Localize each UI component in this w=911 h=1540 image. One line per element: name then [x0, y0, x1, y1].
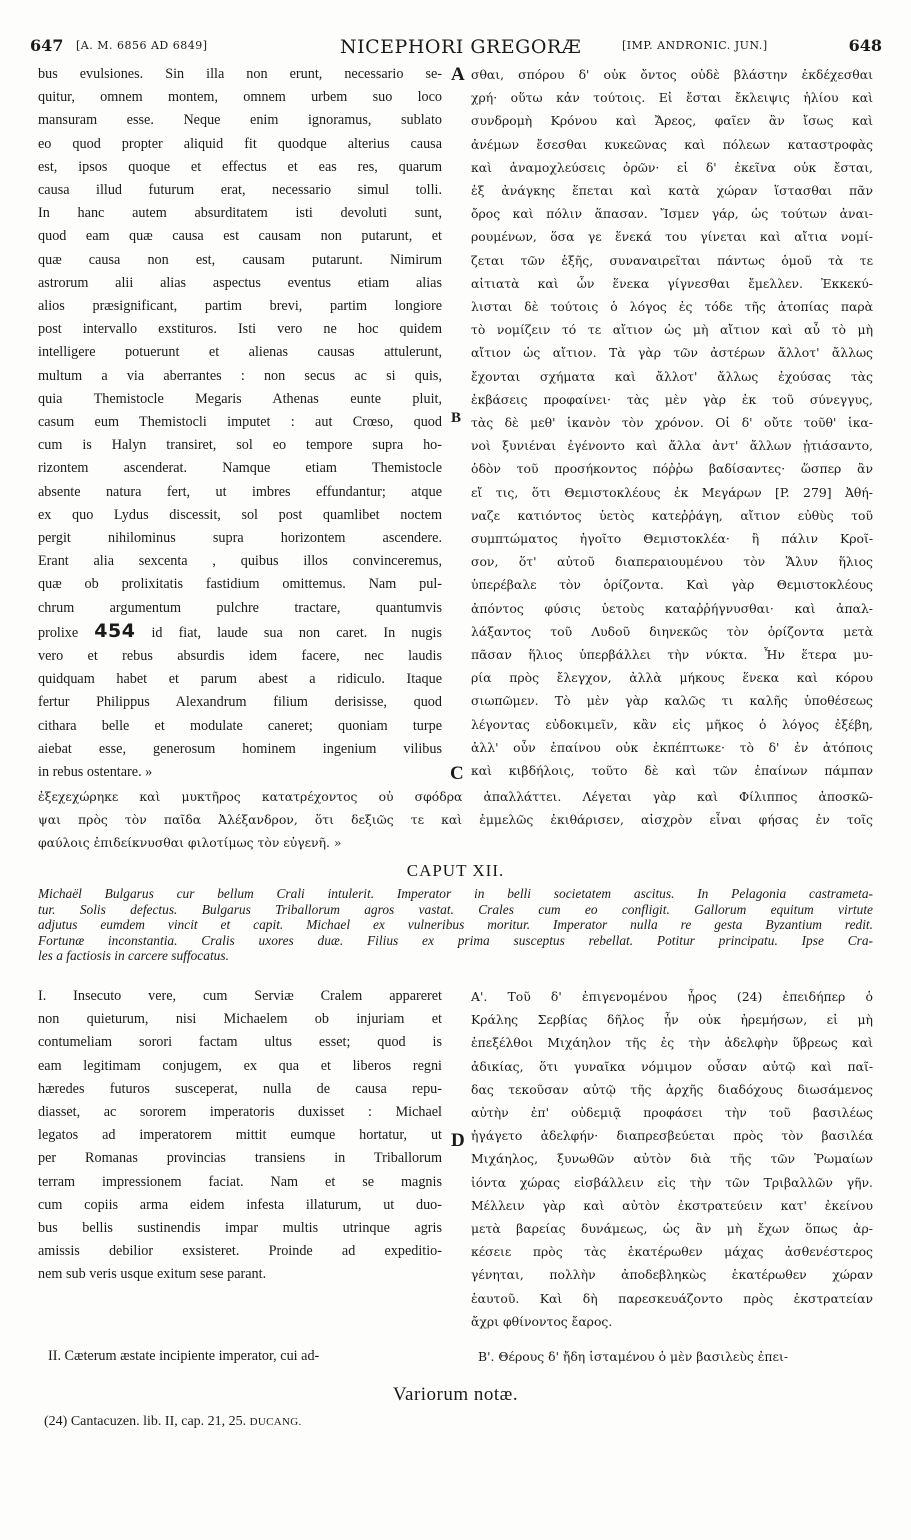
- greek-column-section-2: [478, 1345, 873, 1368]
- text-line: ἄχρι φθίνοντος ἔαρος.: [471, 1313, 613, 1329]
- text-line: χρή· οὕτω κἀν τούτοις. Εἰ ἔσται ἔκλειψις ἡλίου καὶ: [471, 90, 873, 106]
- latin-column-section-2: [48, 1345, 442, 1368]
- summary-line: les a factiosis in carcere suffocatus.: [38, 948, 229, 964]
- text-line: συνδρομὴ Κρόνου καὶ Ἄρεος, φαῖεν ἂν ἴσως καὶ: [471, 113, 873, 129]
- text-line: pergit nihilominus supra horizontem ascendere.: [38, 530, 442, 547]
- text-line: κέσειε πρὸς τὰς ἑκατέρωθεν μάχας ἀσθενέστερος: [471, 1244, 873, 1260]
- page-number-right: 648: [848, 36, 882, 55]
- text-line: quitur, omnem montem, omnem urbem suo loco: [38, 89, 442, 106]
- text-line: per Romanas provincias transiens in Triballorum: [38, 1150, 442, 1167]
- latin-column-top: [38, 63, 442, 784]
- text-line: συμπτώματος ἡγοῖτο Θεμιστοκλέα· ἢ πάλιν Κροῖ-: [471, 531, 873, 547]
- text-line: fertur Philippus Alexandrum filium derisisse, quod: [38, 694, 442, 711]
- text-line: bus bellis sustinendis impar multis utrinque agris: [38, 1220, 442, 1237]
- text-line: πᾶσαν ἥλιος ὑπερβάλλει τὴν νύκτα. Ἦν ἕτερα μυ-: [471, 647, 873, 663]
- text-line: Μέλλειν γὰρ καὶ αὐτὸν ἐκστρατεύειν κατ' ἐκείνου: [471, 1197, 873, 1213]
- text-line: aiebat esse, generosum hominem ingenium vilibus: [38, 740, 442, 757]
- summary-line: Michaël Bulgarus cur bellum Crali intulerit. Imperator in belli societatem ascitus. In Pelagonia castrameta-: [38, 886, 873, 901]
- margin-letter-d: D: [451, 1130, 465, 1151]
- text-line: cum copiis arma eidem infesta illaturum, ut duo-: [38, 1196, 442, 1213]
- text-line: quia Themistocle Megaris Athenas eunte pluit,: [38, 390, 442, 407]
- text-line: ἐπεξέλθοι Μιχάηλον τῆς ἐς τὴν ἀδελφὴν ὕβρεως καὶ: [471, 1035, 873, 1051]
- text-line: ἰόντα χώρας εἰσβάλλειν εἰς τὴν τῶν Τριβαλλῶν γῆν.: [471, 1174, 873, 1190]
- text-line: cithara belle et modulate caneret; quoniam turpe: [38, 717, 442, 734]
- text-line: λάξαντος τοῦ Λυδοῦ διηνεκῶς τὸν ὁρίζοντα μετὰ: [471, 623, 873, 639]
- text-line: diasset, ac sororem imperatoris duxisset : Michael: [38, 1104, 442, 1121]
- text-line: σθαι, σπόρου δ' οὐκ ὄντος οὐδὲ βλάστην ἐκδέχεσθαι: [471, 67, 873, 82]
- greek-full-width-block: [38, 785, 873, 855]
- text-line: rizontem ascenderat. Namque etiam Themistocle: [38, 460, 442, 477]
- text-line: chrum argumentum pulchre tractare, quantumvis: [38, 599, 442, 616]
- text-line: Κράλης Σερβίας δῆλος ἦν οὐκ ἠρεμήσων, εἰ μὴ: [471, 1012, 873, 1028]
- text-line: II. Cæterum æstate incipiente imperator, cui ad-: [48, 1348, 320, 1364]
- summary-line: Fortunæ inconstantia. Cralis uxores duæ. Filius ex prima susceptus rebellat. Potitur principatu. Ipse Cra-: [38, 932, 873, 948]
- text-line: ὁδὸν τοῦ προσήκοντος πόῤῥω βαδίσαντες· ὥσπερ ἂν: [471, 461, 873, 477]
- greek-column-section-1: [471, 985, 873, 1333]
- text-line: quidquam habet et parum abest a ridiculo. Itaque: [38, 671, 442, 688]
- text-line: est, ipsos quoque et effectus et eas res, quarum: [38, 158, 442, 175]
- text-line: I. Insecuto vere, cum Serviæ Cralem appareret: [38, 988, 442, 1004]
- text-line-with-page-number: [38, 620, 442, 645]
- text-line: δας τεκοῦσαν αὐτῷ τῆς ἀρχῆς διαδόχους διωσάμενος: [471, 1081, 873, 1097]
- text-line: mansuram esse. Neque enim ignoramus, sublato: [38, 112, 442, 129]
- chapter-heading: CAPUT XII.: [406, 861, 505, 880]
- text-line: ἐξ ἀνάγκης ἕπεται καὶ κατὰ χώραν ἵστασθαι πᾶν: [471, 183, 873, 199]
- summary-line: adjutus eumdem vincit et capit. Michael ex vulneribus moritur. Imperator nulla re gesta Byzantium redit.: [38, 917, 873, 933]
- text-line: eo quod propter aliquid fit quodque alterius causa: [38, 135, 442, 152]
- greek-column-top: [471, 63, 873, 782]
- text-line: ψαι πρὸς τὸν παῖδα Ἀλέξανδρον, ὅτι δεξιῶς τε καὶ ἐμμελῶς ἐκιθάρισεν, αἰσχρὸν εἶναι φήσας ἐν τοῖς: [38, 812, 873, 828]
- text-line: legatos ad imperatorem mittit eumque hortatur, ut: [38, 1127, 442, 1144]
- text-line: alios præsignificant, partim brevi, partim longiore: [38, 298, 442, 315]
- text-line: εἴ τις, ὅτι Θεμιστοκλέους ἐκ Μεγάρων [P. 279] Ἀθή-: [471, 484, 873, 500]
- notes-heading: Variorum notæ.: [392, 1384, 519, 1405]
- text-line: ἑαυτοῦ. Καὶ δὴ παρεσκευάζοντο πρὸς ἐκστρατείαν: [471, 1290, 873, 1306]
- margin-letter-c: C: [450, 763, 464, 784]
- running-header: [30, 36, 882, 62]
- date-right: [IMP. ANDRONIC. JUN.]: [622, 39, 768, 52]
- text-line: ὑπερέβαλε τὸν ὁρίζοντα. Καὶ γὰρ Θεμιστοκλέους: [471, 577, 873, 593]
- text-line: ex quo Lydus discessit, sol post quamlibet noctem: [38, 506, 442, 523]
- text-line: νοὶ ξυνιέναι ἐγένοντο καὶ ἄλλα ἀντ' ἄλλων ᾐτιάσαντο,: [471, 438, 873, 454]
- text-line: astrorum alii alias aspectus eventus etiam alias: [38, 274, 442, 291]
- text-line: non quieturum, nisi Michaelem ob injuriam et: [38, 1011, 442, 1028]
- text-line: ἀλλ' οὖν ἐπαίνου οὐκ ἐκπέπτωκε· τὸ δ' ἐν ἀτόποις: [471, 739, 873, 755]
- text-line: In hanc autem absurditatem isti devoluti sunt,: [38, 205, 442, 222]
- text-line: καὶ ἀναμοχλεύσεις ὀρῶν· εἰ δ' ἐκεῖνα οὐκ ἔσται,: [471, 159, 873, 175]
- date-left: [A. M. 6856 AD 6849]: [76, 39, 208, 52]
- text-line: amissis debilior exsisteret. Proinde ad expeditio-: [38, 1243, 442, 1260]
- text-line: quæ ob prolixitatis fastidium omittemus. Nam pul-: [38, 576, 442, 593]
- text-line: τὰς δὲ μεθ' ἱκανὸν τὸν χρόνον. Οἱ δ' οὔτε τοῦθ' ἱκα-: [471, 415, 873, 431]
- text-line: ἠγάγετο ἀδελφήν· διαπρεσβεύεται πρὸς τὸν βασιλέα: [471, 1128, 873, 1144]
- text-line: ρουμένων, ὅσα γε ἕνεκά του γίνεται καὶ αἴτια νομί-: [471, 229, 873, 245]
- footnote-author: DUCANG.: [249, 1416, 302, 1428]
- text-line: ναζε κατιόντος ὑετὸς κατεῤῥάγη, αἴτιον εὐθὺς τοῦ: [471, 507, 873, 523]
- text-line: quæ causa non est, causam putarunt. Nimirum: [38, 251, 442, 268]
- text-line: αἰτιατὰ καὶ ὧν ἕνεκα γίγνεσθαι ἔμελλεν. Ἐκκεκύ-: [471, 275, 873, 291]
- text-line: ἐξεχεχώρηκε καὶ μυκτῆρος κατατρέχοντος οὐ σφόδρα ἀπαλλάττει. Λέγεται γὰρ καὶ Φίλιππος ἀποσκῶ-: [38, 789, 873, 804]
- text-line: in rebus ostentare. »: [38, 764, 153, 781]
- text-line: γένηται, πολλὴν ἀποδεβληκὼς ἑκατέρωθεν χώραν: [471, 1267, 873, 1283]
- text-line: intelligere potuerunt et alienas causas attulerunt,: [38, 344, 442, 361]
- text-line: Μιχάηλος, ξυνωθῶν αὐτὸν διὰ τῆς τῶν Ῥωμαίων: [471, 1151, 873, 1167]
- text-line: ἐκβάσεις προφαίνει· τὰς μὲν γὰρ ἐκ τοῦ σύνεγγυς,: [471, 391, 873, 407]
- margin-letter-a: A: [451, 64, 465, 85]
- footnote: [44, 1414, 864, 1430]
- text-line: multum a via aberrantes : non secus ac si quis,: [38, 367, 442, 384]
- text-line: casum eum Themistocli imputet : aut Crœso, quod: [38, 414, 442, 431]
- text-line: terram impressionem faciat. Nam et se magnis: [38, 1173, 442, 1190]
- text-line: vero et rebus absurdis idem facere, nec laudis: [38, 648, 442, 665]
- margin-letter-b: B: [451, 410, 462, 426]
- text-line: post intervallo exstituros. Isti vero ne hoc quidem: [38, 321, 442, 338]
- text-line: ρία πρὸς ἔλεγχον, ἀλλὰ μήκους ἕνεκα καὶ κόρου: [471, 670, 873, 686]
- text-line: contumeliam sorori factam ultus esset; quod is: [38, 1034, 442, 1051]
- text-line: μετὰ βαρείας δυνάμεως, ὡς ἂν μὴ ἔχων ὅπως ἀρ-: [471, 1221, 873, 1237]
- text-fragment: prolixe: [38, 624, 79, 641]
- running-title: NICEPHORI GREGORÆ: [340, 36, 582, 58]
- text-line: ἔχονται σχήματα καὶ ἄλλοτ' ἄλλως ἐχούσας τὰς: [471, 368, 873, 384]
- text-line: nem sub veris usque exitum sese parant.: [38, 1266, 267, 1283]
- text-line: φαύλοις ἐπιδείκνυσθαι φιλοτίμως τὸν εὐγενῆ. »: [38, 835, 342, 851]
- text-line: αἴτιον ὡς αἴτιον. Τὰ γὰρ τῶν ἀστέρων ἄλλοτ' ἄλλως: [471, 345, 873, 361]
- text-line: hæredes futuros susceperat, nulla de causa repu-: [38, 1080, 442, 1097]
- text-line: eam legitimam conjugem, ex qua et liberos regni: [38, 1057, 442, 1074]
- text-line: causa illud futurum erat, necessario simul tolli.: [38, 182, 442, 199]
- text-line: ζεται τῶν ἑξῆς, συναναιρεῖται πάντως ὁμοῦ τὰ τε: [471, 252, 873, 268]
- text-line: quod eam quæ causa est causam non putarunt, et: [38, 228, 442, 245]
- text-line: Α'. Τοῦ δ' ἐπιγενομένου ἦρος (24) ἐπειδήπερ ὁ: [471, 989, 873, 1004]
- text-line: ἀπόντος φύσις ὑετοὺς καταῤῥήγνυσθαι· καὶ ἀπαλ-: [471, 600, 873, 616]
- text-line: αὐτὴν ἐπ' οὐδεμιᾷ προφάσει τὴν τοῦ βασιλέως: [471, 1105, 873, 1121]
- text-line: Erant alia sexcenta , quibus illos convinceremus,: [38, 553, 442, 570]
- text-line: Β'. Θέρους δ' ἤδη ἱσταμένου ὁ μὲν βασιλεὺς ἐπει-: [478, 1349, 789, 1364]
- text-line: ἀδικίας, ὅτι γυναῖκα νόμιμον οὖσαν αὐτῷ καὶ παῖ-: [471, 1058, 873, 1074]
- text-line: καὶ κιβδήλοις, τοῦτο δὲ καὶ τῶν ἐπαίνων πάμπαν: [471, 763, 873, 779]
- text-line: τὸ νομίζειν τό τε αἴτιον ὡς μὴ αἴτιον καὶ αὖ τὸ μὴ: [471, 322, 873, 338]
- latin-column-section-1: [38, 985, 442, 1287]
- text-fragment: id fiat, laude sua non caret. In nugis: [151, 624, 442, 641]
- text-line: cum is Halyn transiret, sol eo tempore supra ho-: [38, 437, 442, 454]
- text-line: σιωπῶμεν. Τὸ μὲν γὰρ καλῶς τι καλῆς ὑποθέσεως: [471, 693, 873, 709]
- text-line: bus evulsiones. Sin illa non erunt, necessario se-: [38, 66, 442, 82]
- text-line: λισται δὲ τούτοις ὁ λόγος ἐς τόδε τῆς ἀτοπίας παρὰ: [471, 299, 873, 315]
- page-number-left: 647: [30, 36, 64, 55]
- text-line: σον, ὅτ' αὐτοῦ διαπεραιουμένου τὸν Ἅλυν ἥλιος: [471, 554, 873, 570]
- inline-page-number: 454: [94, 619, 136, 642]
- text-line: absente natura fert, ut imbres effundantur; atque: [38, 483, 442, 500]
- footnote-text: (24) Cantacuzen. lib. II, cap. 21, 25.: [44, 1414, 247, 1429]
- text-line: ὄρος καὶ πόλιν ἅπασαν. Ἴσμεν γάρ, ὡς τούτων ἀναι-: [471, 206, 873, 222]
- summary-line: tur. Solis defectus. Bulgarus Triballorum agros vastat. Crales cum eo confligit. Gallorum equitum virtute: [38, 901, 873, 917]
- text-line: ἀνέμων ἔσεσθαι κυκεῶνας καὶ πόλεων καταστροφὰς: [471, 136, 873, 152]
- text-line: λέγοντας εὐδοκιμεῖν, κἂν εἰς μῆκος ὁ λόγος ἐξέβη,: [471, 716, 873, 732]
- chapter-summary: [38, 886, 873, 964]
